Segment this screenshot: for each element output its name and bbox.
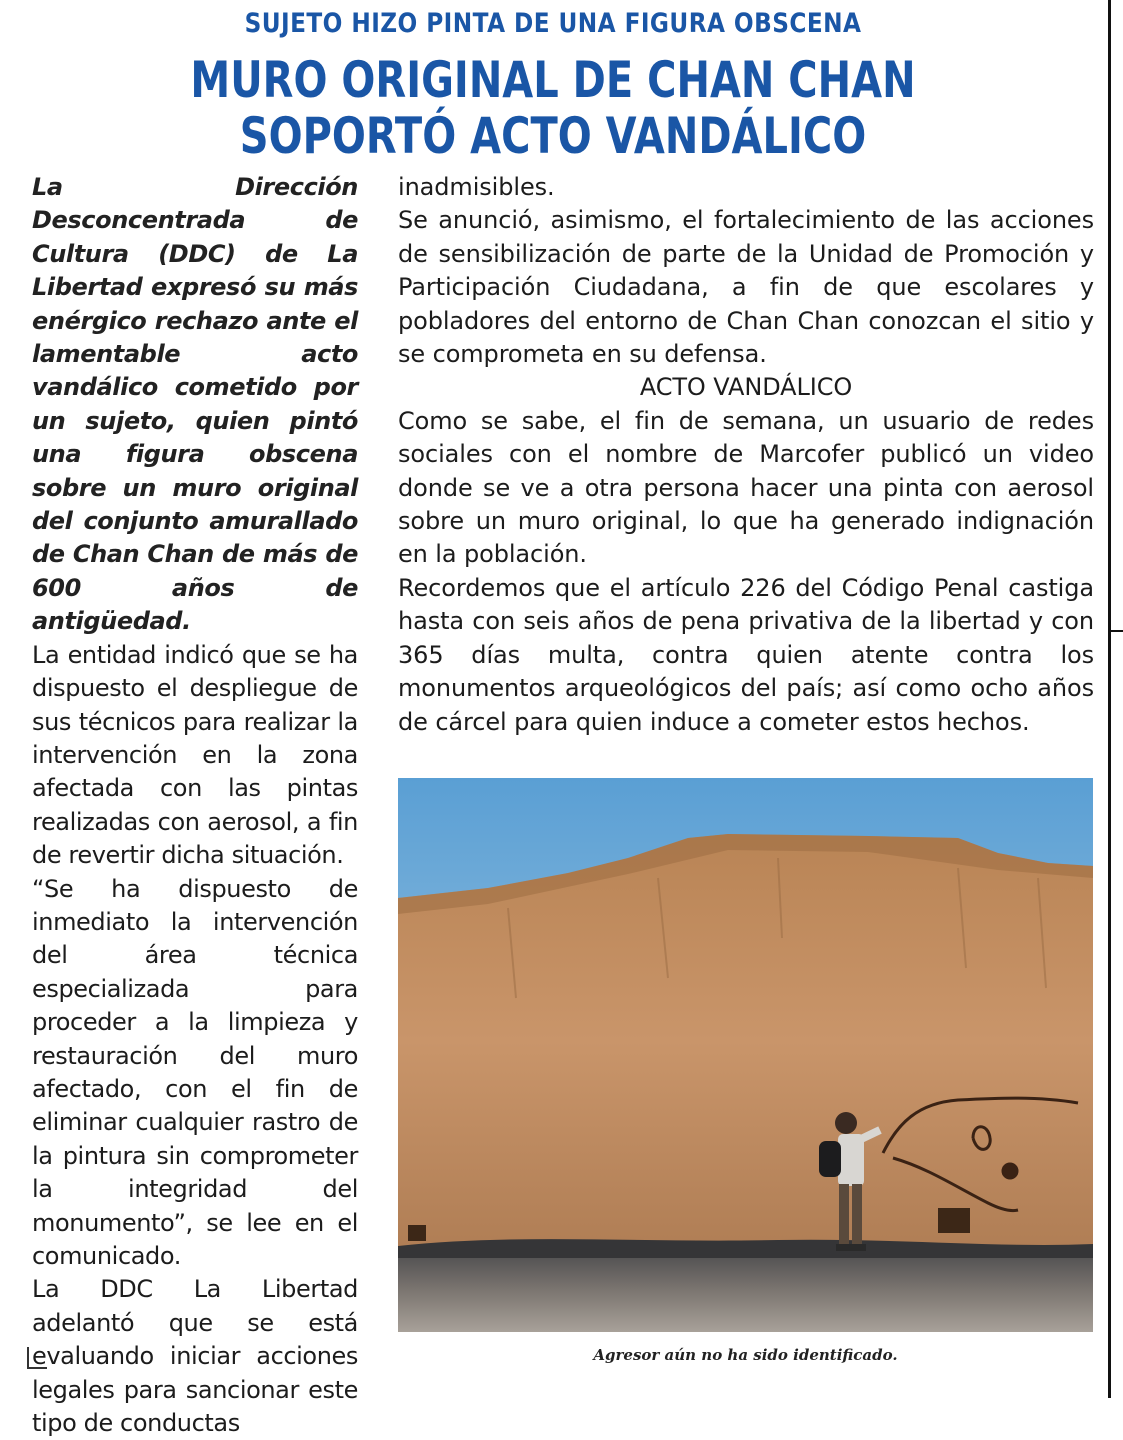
left-paragraph-3: La DDC La Libertad adelantó que se está evaluando iniciar acciones legales para sancionar este tipo de conductas bbox=[32, 1275, 358, 1438]
right-column bbox=[398, 171, 1094, 739]
article-photo bbox=[398, 778, 1093, 1332]
right-paragraph-2: Se anunció, asimismo, el fortalecimiento de las acciones de sensibilización de parte de la Unidad de Promoción y Participación Ciudadana, a fin de que escolares y pobladores del entorno de Chan Chan conozcan el sitio y se comprometa en su defensa. bbox=[398, 206, 1094, 369]
photo-caption: Agresor aún no ha sido identificado. bbox=[593, 1346, 898, 1364]
article-kicker: SUJETO HIZO PINTA DE UNA FIGURA OBSCENA bbox=[244, 8, 862, 39]
left-column bbox=[32, 171, 358, 1440]
article-lead: La Dirección Desconcentrada de Cultura (DDC) de La Libertad expresó su más enérgico rechazo ante el lamentable acto vandálico cometido por un sujeto, quien pintó una figura obscena sobre un muro original del conjunto amurallado de Chan Chan de más de 600 años de antigüedad. bbox=[32, 173, 358, 636]
adobe-wall-photo bbox=[398, 778, 1093, 1332]
right-paragraph-1: inadmisibles. bbox=[398, 173, 555, 201]
right-paragraph-3: Como se sabe, el fin de semana, un usuario de redes sociales con el nombre de Marcofer publicó un video donde se ve a otra persona hacer una pinta con aerosol sobre un muro original, lo que ha generado indignación en la población. bbox=[398, 406, 1094, 569]
headline-line-2: SOPORTÓ ACTO VANDÁLICO bbox=[239, 107, 867, 165]
headline-line-1: MURO ORIGINAL DE CHAN CHAN bbox=[190, 51, 916, 109]
left-paragraph-2: “Se ha dispuesto de inmediato la intervención del área técnica especializada para proceder a la limpieza y restauración del muro afectado, con el fin de eliminar cualquier rastro de la pintura sin comprometer la integridad del monumento”, se lee en el comunicado. bbox=[32, 874, 358, 1270]
text-cursor-bracket bbox=[27, 1347, 47, 1369]
left-paragraph-1: La entidad indicó que se ha dispuesto el despliegue de sus técnicos para realizar la intervención en la zona afectada con las pintas realizadas con aerosol, a fin de revertir dicha situación. bbox=[32, 640, 358, 870]
column-rule-tick bbox=[1111, 630, 1123, 632]
right-paragraph-4: Recordemos que el artículo 226 del Código Penal castiga hasta con seis años de pena privativa de la libertad y con 365 días multa, contra quien atente contra los monumentos arqueológicos del país; así como ocho años de cárcel para quien induce a cometer estos hechos. bbox=[398, 573, 1094, 736]
section-subhead: ACTO VANDÁLICO bbox=[639, 373, 853, 402]
article-headline bbox=[111, 52, 996, 164]
column-rule bbox=[1108, 0, 1111, 1398]
